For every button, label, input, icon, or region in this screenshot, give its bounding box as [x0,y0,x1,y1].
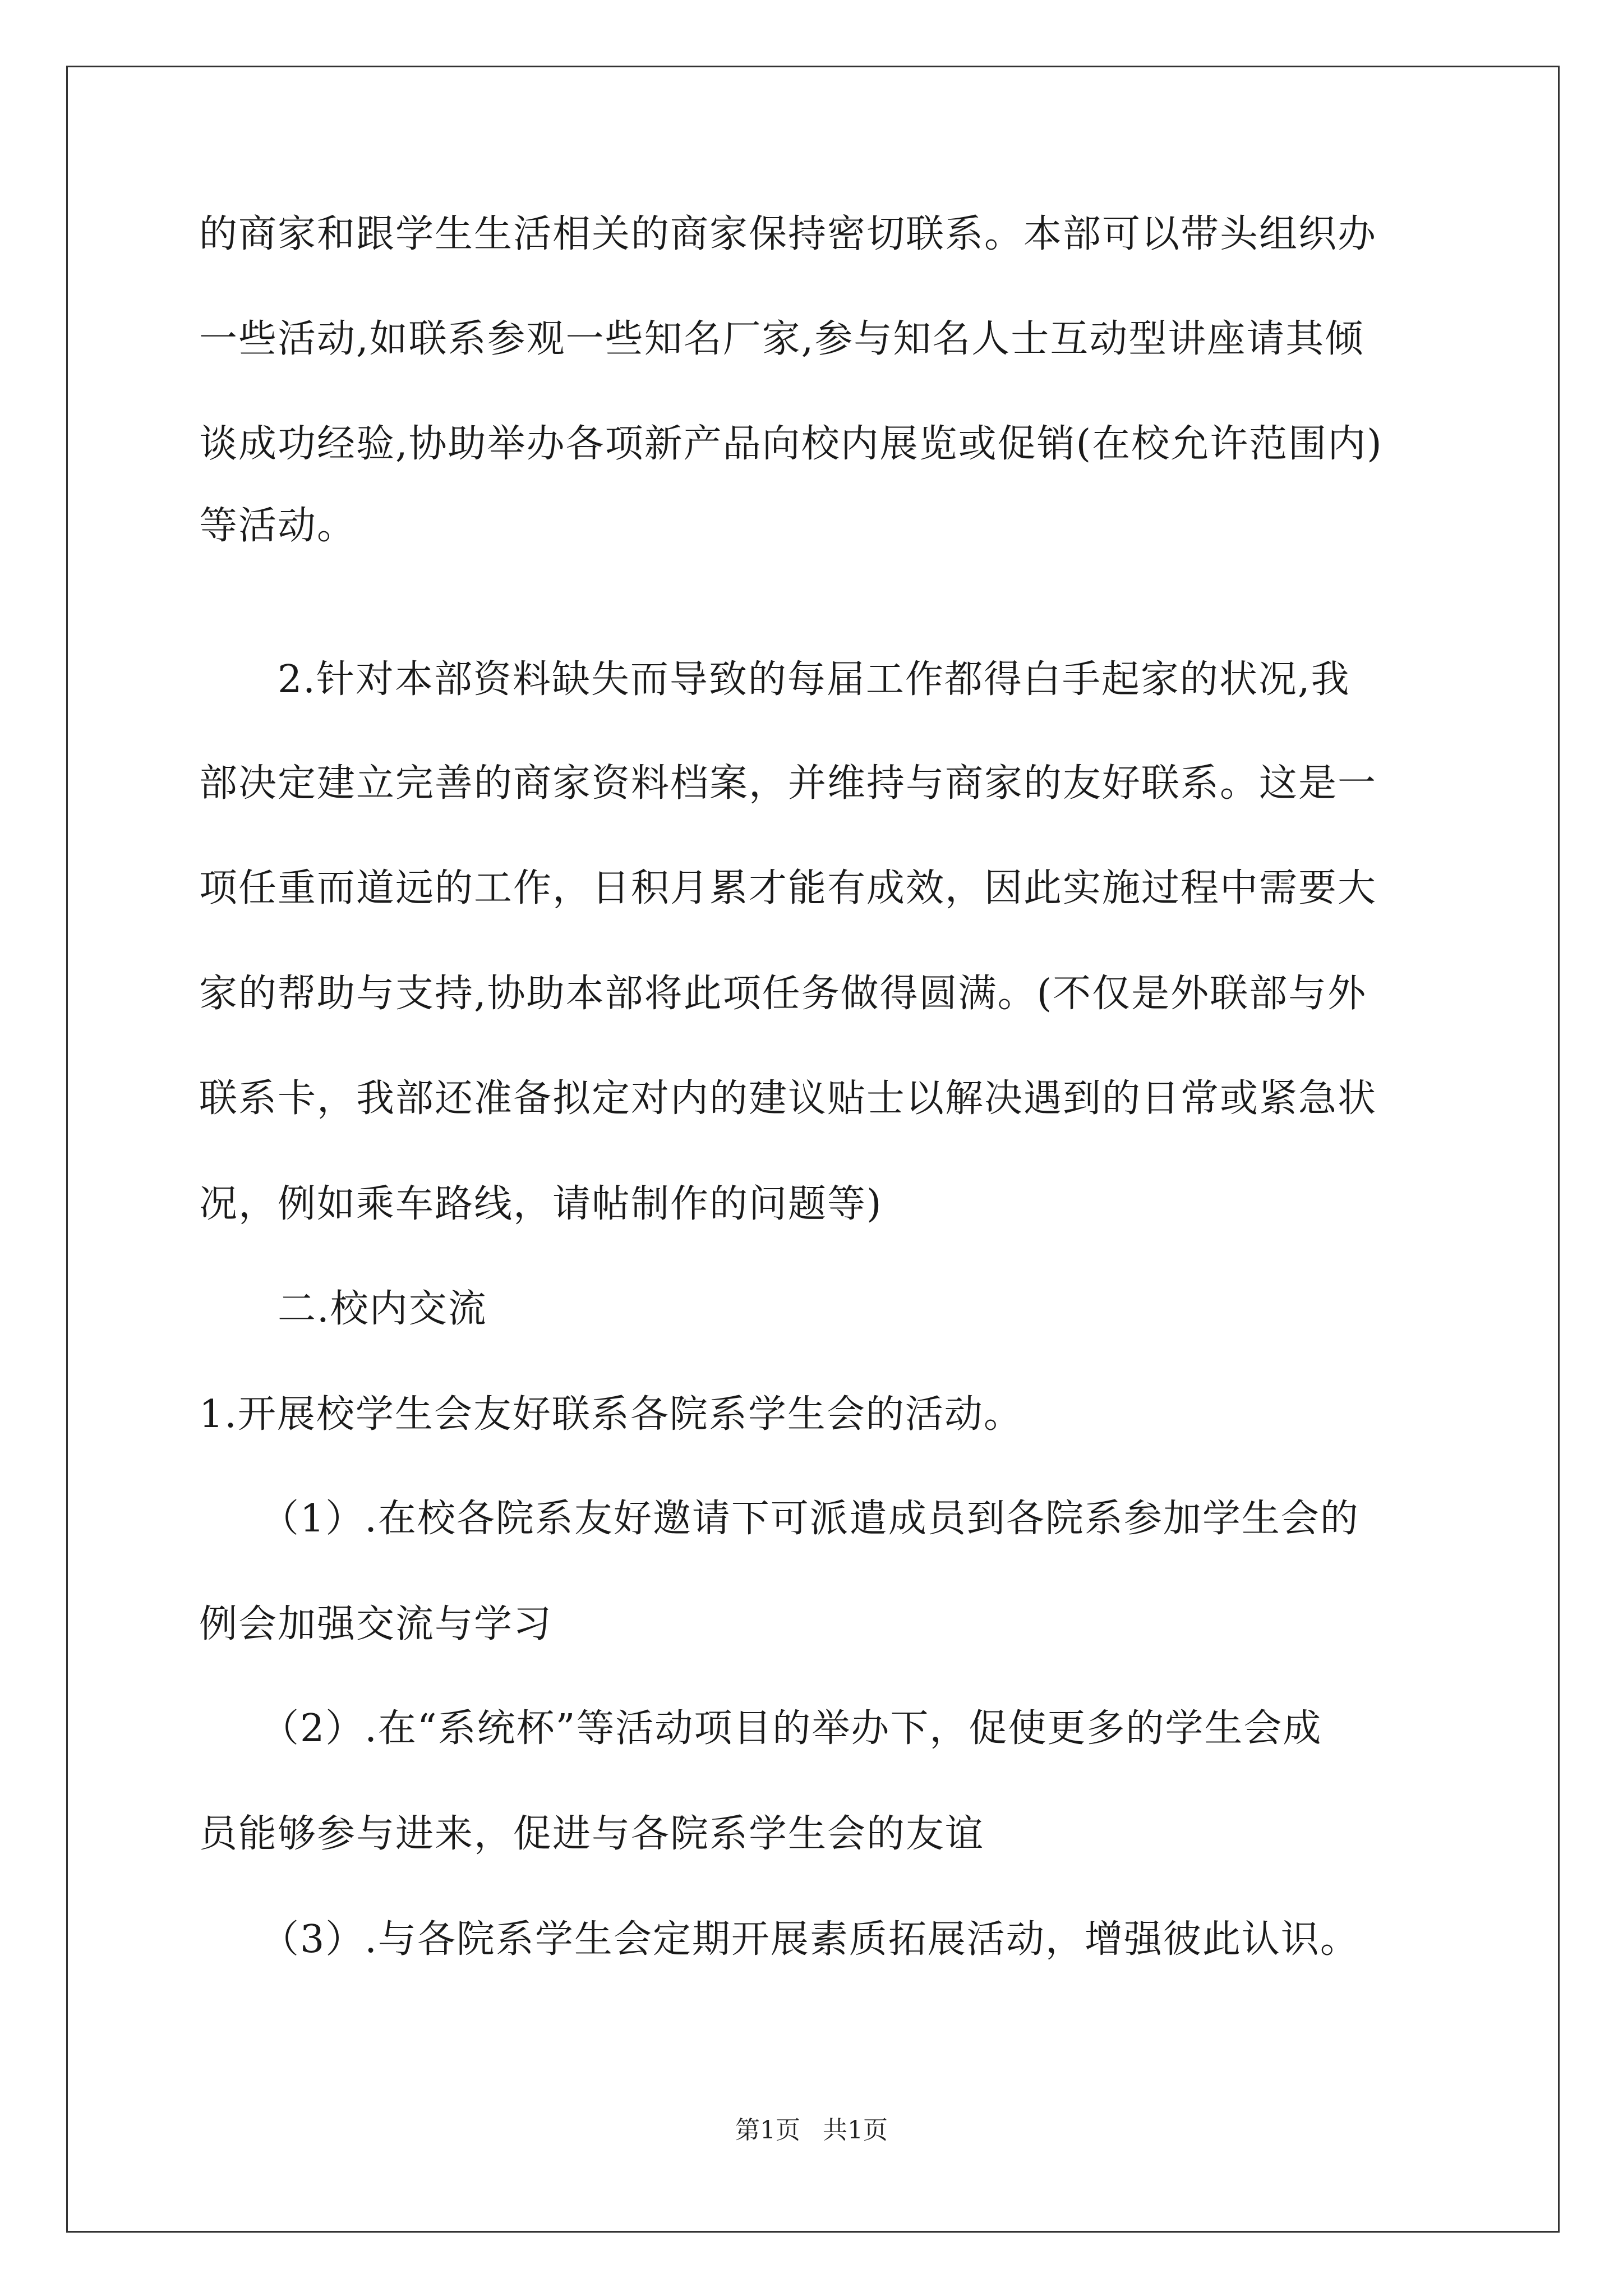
section-heading: 二.校内交流 [278,1287,487,1331]
text-line: 的商家和跟学生生活相关的商家保持密切联系。本部可以带头组织办 [199,212,1377,256]
text-line: 例会加强交流与学习 [199,1602,553,1646]
page-footer [0,2115,1623,2146]
text-line: 况，例如乘车路线，请帖制作的问题等) [199,1182,883,1226]
text-line: 员能够参与进来，促进与各院系学生会的友谊 [199,1812,985,1856]
text-line: （1）.在校各院系友好邀请下可派遣成员到各院系参加学生会的 [261,1497,1359,1541]
page-number-current: 第1页 [735,2116,800,2145]
text-line: 2.针对本部资料缺失而导致的每届工作都得白手起家的状况,我 [278,657,1350,702]
text-line: 谈成功经验,协助举办各项新产品向校内展览或促销(在校允许范围内) [199,422,1383,466]
text-line: （3）.与各院系学生会定期开展素质拓展活动，增强彼此认识。 [261,1917,1359,1962]
text-line: 等活动。 [199,504,357,548]
text-line: 1.开展校学生会友好联系各院系学生会的活动。 [199,1392,1023,1437]
text-line: 联系卡，我部还准备拟定对内的建议贴士以解决遇到的日常或紧急状 [199,1076,1377,1121]
text-line: （2）.在“系统杯”等活动项目的举办下，促使更多的学生会成 [261,1706,1322,1751]
text-line: 项任重而道远的工作，日积月累才能有成效，因此实施过程中需要大 [199,866,1377,910]
text-line: 家的帮助与支持,协助本部将此项任务做得圆满。(不仅是外联部与外 [199,972,1367,1016]
text-line: 部决定建立完善的商家资料档案，并维持与商家的友好联系。这是一 [199,761,1377,806]
page-border [66,66,1560,2233]
text-line: 一些活动,如联系参观一些知名厂家,参与知名人士互动型讲座请其倾 [199,317,1364,361]
page-number-total: 共1页 [823,2116,888,2145]
